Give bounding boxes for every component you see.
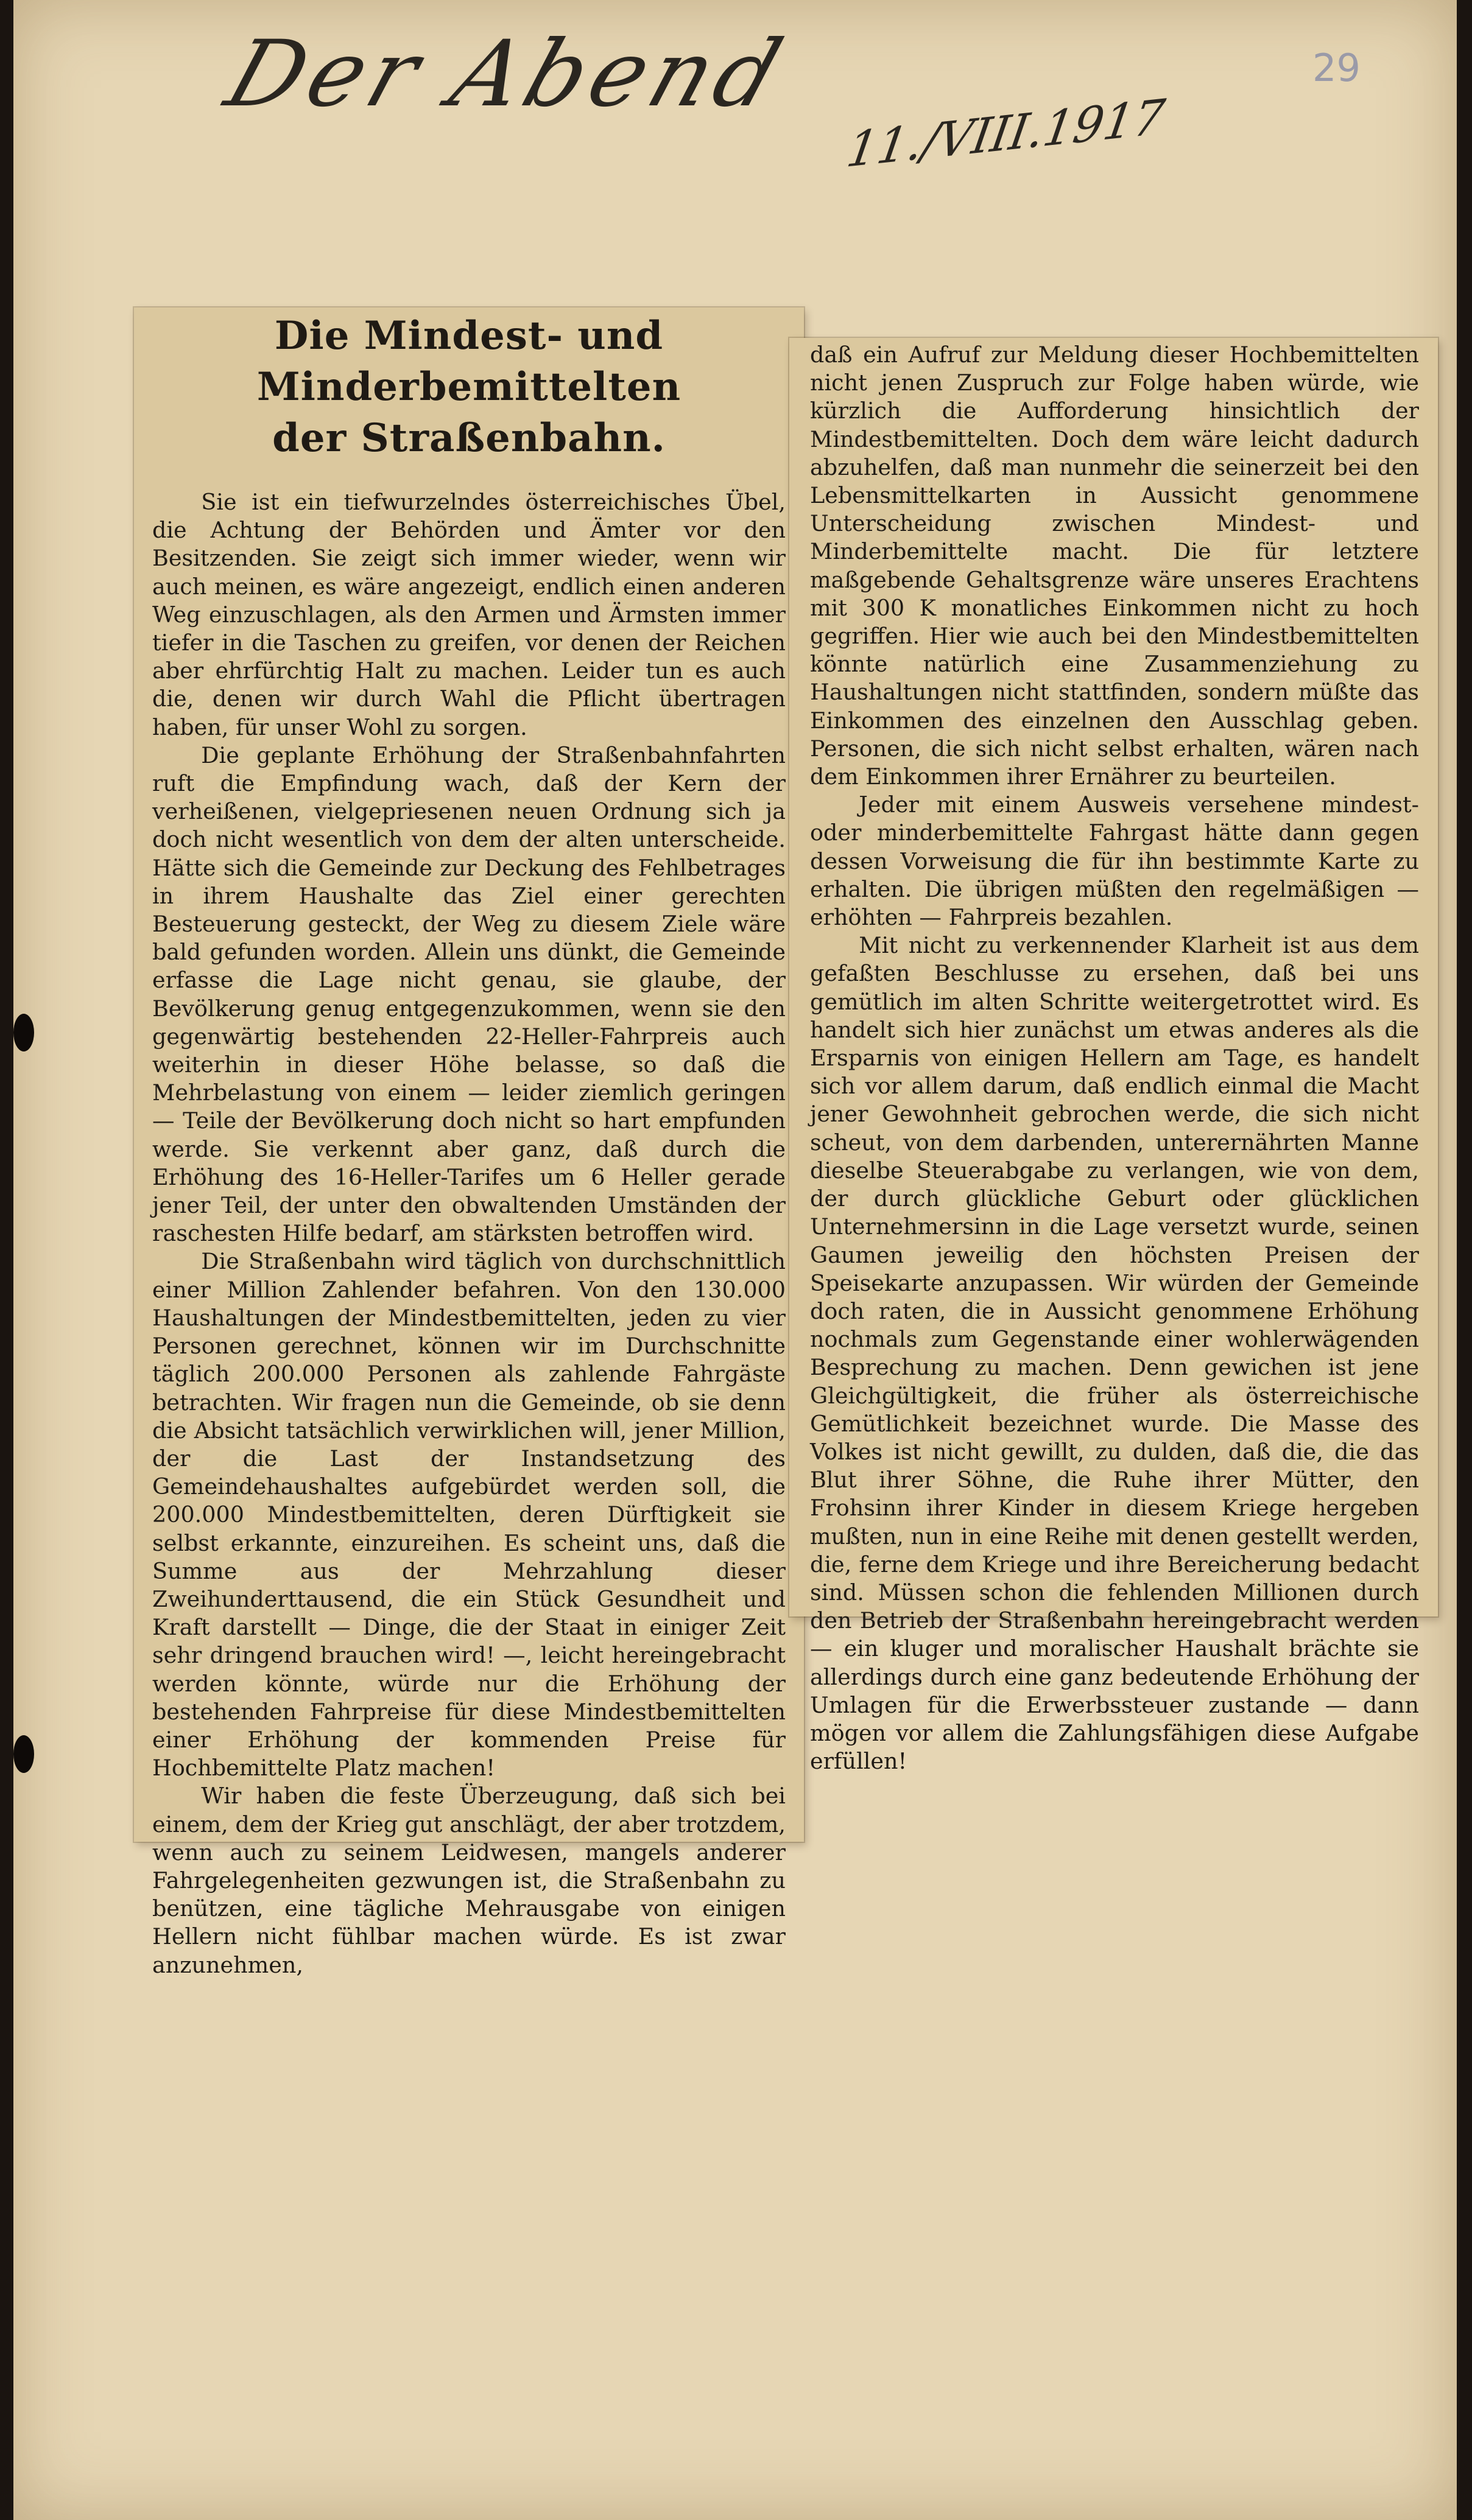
paragraph: Die geplante Erhöhung der Straßenbahnfahrten ruft die Empfindung wach, daß der Kern der verheißenen, vielgepriesenen neuen Ordnung sich ja doch nicht wesentlich von dem der alten unterscheide. Hätte sich die Gemeinde zur Deckung des Fehlbetrages in ihrem Haushalte das Ziel einer gerechten Besteuerung gesteckt, der Weg zu diesem Ziele wäre bald gefunden worden. Allein uns dünkt, die Gemeinde erfasse die Lage nicht genau, sie glaube, der Bevölkerung genug entgegenzukommen, wenn sie den gegenwärtig bestehenden 22-Heller-Fahrpreis auch weiterhin in dieser Höhe belasse, so daß die Mehrbelastung von einem — leider ziemlich geringen — Teile der Bevölkerung doch nicht so hart empfunden werde. Sie verkennt aber ganz, daß durch die Erhöhung des 16-Heller-Tarifes um 6 Heller gerade jener Teil, der unter den obwaltenden Umständen der raschesten Hilfe bedarf, am stärksten betroffen wird. <box>152 742 786 1247</box>
paragraph: Wir haben die feste Überzeugung, daß sich bei einem, dem der Krieg gut anschlägt, der aber trotzdem, wenn auch zu seinem Leidwesen, mangels anderer Fahrgelegenheiten gezwungen ist, die Straßenbahn zu benützen, eine tägliche Mehrausgabe von einigen Hellern nicht fühlbar machen würde. Es ist zwar anzunehmen, <box>152 1783 786 1978</box>
punch-hole <box>13 1014 34 1051</box>
paragraph: Jeder mit einem Ausweis versehene mindest- oder minderbemittelte Fahrgast hätte dann gegen dessen Vorweisung die für ihn bestimmte Karte zu erhalten. Die übrigen müßten den regelmäßigen — erhöhten — Fahrpreis bezahlen. <box>810 791 1419 931</box>
paragraph: daß ein Aufruf zur Meldung dieser Hochbemittelten nicht jenen Zuspruch zur Folge haben würde, wie kürzlich die Aufforderung hinsichtlich der Mindestbemittelten. Doch dem wäre leicht dadurch abzuhelfen, daß man nunmehr die seinerzeit bei den Lebensmittelkarten in Aussicht genommene Unterscheidung zwischen Mindest- und Minderbemittelte macht. Die für letztere maßgebende Gehaltsgrenze wäre unseres Erachtens mit 300 K monatliches Einkommen nicht zu hoch gegriffen. Hier wie auch bei den Mindestbemittelten könnte natürlich eine Zusammenziehung zu Haushaltungen nicht stattfinden, sondern müßte das Einkommen des einzelnen den Ausschlag geben. Personen, die sich nicht selbst erhalten, wären nach dem Einkommen ihrer Ernährer zu beurteilen. <box>810 342 1419 790</box>
article-column-right <box>810 341 1419 1775</box>
punch-hole <box>13 1735 34 1773</box>
page-number: 29 <box>1312 46 1361 90</box>
paragraph: Sie ist ein tiefwurzelndes österreichisches Übel, die Achtung der Behörden und Ämter vor den Besitzenden. Sie zeigt sich immer wieder, wenn wir auch meinen, es wäre angezeigt, endlich einen anderen Weg einzuschlagen, als den Armen und Ärmsten immer tiefer in die Taschen zu greifen, vor denen der Reichen aber ehrfürchtig Halt zu machen. Leider tun es auch die, denen wir durch Wahl die Pflicht übertragen haben, für unser Wohl zu sorgen. <box>152 489 786 740</box>
handwritten-title: Der Abend <box>214 21 800 127</box>
headline-line-1: Die Mindest- und Minderbemittelten <box>256 313 681 410</box>
paragraph: Mit nicht zu verkennender Klarheit ist aus dem gefaßten Beschlusse zu ersehen, daß bei uns gemütlich im alten Schritte weitergetrottet wird. Es handelt sich hier zunächst um etwas anderes als die Ersparnis von einigen Hellern am Tage, es handelt sich vor allem darum, daß endlich einmal die Macht jener Gewohnheit gebrochen werde, die sich nicht scheut, von dem darbenden, unterernährten Manne dieselbe Steuerabgabe zu verlangen, wie von dem, der durch glückliche Geburt oder glücklichen Unternehmersinn in die Lage versetzt wurde, seinen Gaumen jeweilig den höchsten Preisen der Speisekarte anzupassen. Wir würden der Gemeinde doch raten, die in Aussicht genommene Erhöhung nochmals zum Gegenstande einer wohlerwägenden Besprechung zu machen. Denn gewichen ist jene Gleichgültigkeit, die früher als österreichische Gemütlichkeit bezeichnet wurde. Die Masse des Volkes ist nicht gewillt, zu dulden, daß die, die das Blut ihrer Söhne, die Ruhe ihrer Mütter, den Frohsinn ihrer Kinder in diesem Kriege hergeben mußten, nun in eine Reihe mit denen gestellt werden, die, ferne dem Kriege und ihre Bereicherung bedacht sind. Müssen schon die fehlenden Millionen durch den Betrieb der Straßenbahn hereingebracht werden — ein kluger und moralischer Haushalt brächte sie allerdings durch eine ganz bedeutende Erhöhung der Umlagen für die Erwerbssteuer zustande — dann mögen vor allem die Zahlungsfähigen diese Aufgabe erfüllen! <box>810 932 1419 1775</box>
article-headline <box>152 311 786 464</box>
article-column-left <box>152 311 786 1979</box>
paragraph: Die Straßenbahn wird täglich von durchschnittlich einer Million Zahlender befahren. Von den 130.000 Haushaltungen der Mindestbemittelten, jeden zu vier Personen gerechnet, können wir im Durchschnitte täglich 200.000 Personen als zahlende Fahrgäste betrachten. Wir fragen nun die Gemeinde, ob sie denn die Absicht tatsächlich verwirklichen will, jener Million, der die Last der Instandsetzung des Gemeindehaushaltes aufgebürdet werden soll, die 200.000 Mindestbemittelten, deren Dürftigkeit sie selbst erkannte, einzureihen. Es scheint uns, daß die Summe aus der Mehrzahlung dieser Zweihunderttausend, die ein Stück Gesundheit und Kraft darstellt — Dinge, die der Staat in einiger Zeit sehr dringend brauchen wird! —, leicht hereingebracht werden könnte, würde nur die Erhöhung der bestehenden Fahrpreise für diese Mindestbemittelten einer Erhöhung der kommenden Preise für Hochbemittelte Platz machen! <box>152 1248 786 1781</box>
handwritten-date: 11./VIII.1917 <box>843 89 1169 179</box>
headline-line-2: der Straßenbahn. <box>272 415 666 461</box>
